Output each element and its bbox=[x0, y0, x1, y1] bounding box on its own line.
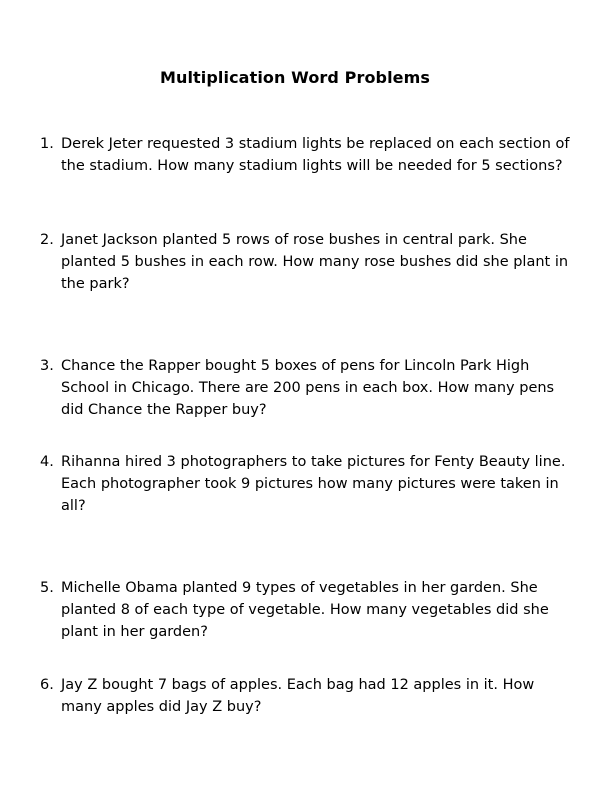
problem-item bbox=[40, 577, 570, 643]
problem-item bbox=[40, 133, 570, 177]
problem-number: 6. bbox=[40, 677, 54, 693]
problem-item bbox=[40, 229, 570, 295]
problem-item bbox=[40, 674, 570, 718]
problem-text: Jay Z bought 7 bags of apples. Each bag had 12 apples in it. How many apples did Jay Z buy? bbox=[61, 677, 535, 715]
problem-number: 2. bbox=[40, 232, 54, 248]
problem-text: Derek Jeter requested 3 stadium lights be replaced on each section of the stadium. How many stadium lights will be needed for 5 sections? bbox=[61, 136, 570, 174]
problem-text: Janet Jackson planted 5 rows of rose bushes in central park. She planted 5 bushes in each row. How many rose bushes did she plant in the park? bbox=[61, 232, 569, 292]
problem-item bbox=[40, 451, 570, 517]
problem-number: 5. bbox=[40, 580, 54, 596]
problem-text: Chance the Rapper bought 5 boxes of pens for Lincoln Park High School in Chicago. There are 200 pens in each box. How many pens did Chance the Rapper buy? bbox=[61, 358, 555, 418]
problem-number: 3. bbox=[40, 358, 54, 374]
page-title: Multiplication Word Problems bbox=[159, 68, 431, 87]
problem-text: Rihanna hired 3 photographers to take pictures for Fenty Beauty line. Each photographer took 9 pictures how many pictures were taken in all? bbox=[61, 454, 566, 514]
problem-number: 1. bbox=[40, 136, 54, 152]
problem-item bbox=[40, 355, 570, 421]
problem-number: 4. bbox=[40, 454, 54, 470]
problem-text: Michelle Obama planted 9 types of vegetables in her garden. She planted 8 of each type of vegetable. How many vegetables did she plant in her garden? bbox=[61, 580, 549, 640]
